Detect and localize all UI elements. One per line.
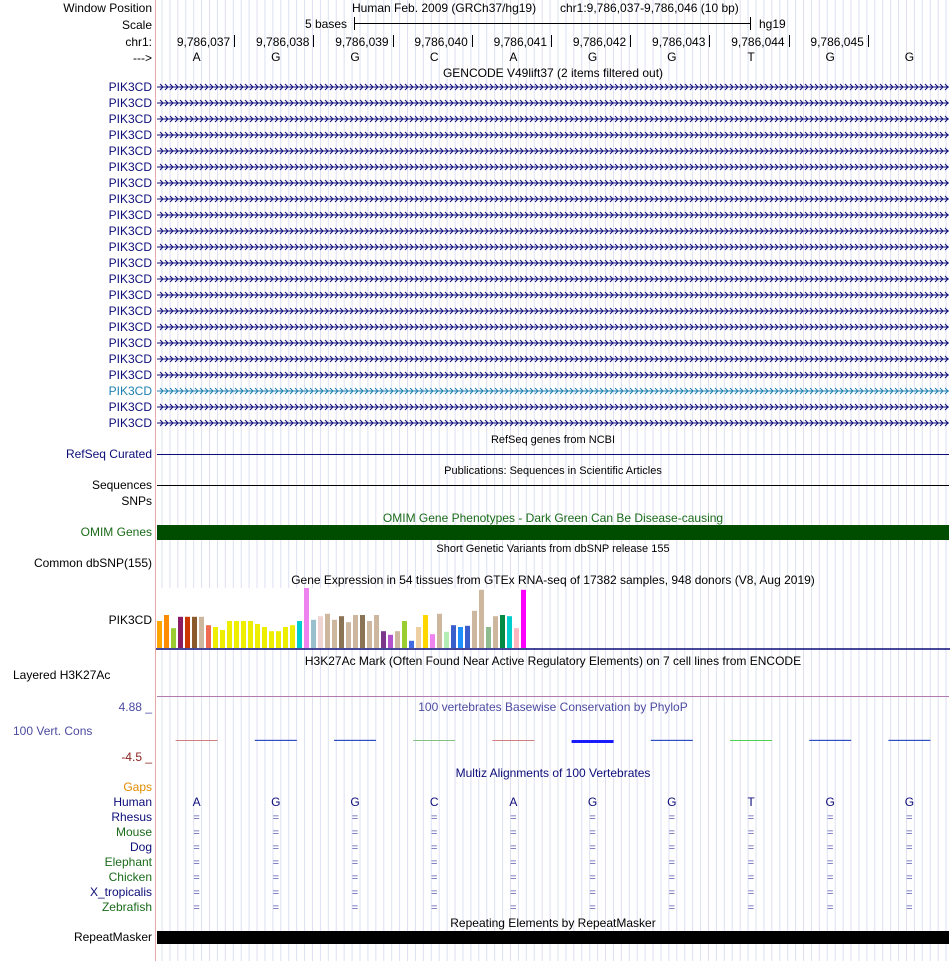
assembly-name[interactable]: Human Feb. 2009 (GRCh37/hg19)	[352, 1, 537, 15]
alignment-match: =	[668, 902, 676, 914]
species-label[interactable]: Elephant	[104, 855, 152, 869]
transcript-label[interactable]: PIK3CD	[108, 192, 152, 206]
alignment-match: =	[510, 827, 517, 839]
alignment-match: =	[272, 857, 280, 869]
gtex-tissue-bar	[430, 634, 435, 648]
alignment-match: =	[193, 872, 200, 884]
ruler-tick	[789, 35, 790, 47]
chrom-label: chr1:	[125, 35, 152, 49]
gtex-tissue-bar	[276, 631, 281, 648]
gtex-tissue-bar	[493, 616, 498, 648]
gtex-tissue-bar	[199, 617, 204, 648]
gtex-tissue-bar	[374, 615, 379, 648]
ruler-tick	[393, 35, 394, 47]
transcript-label[interactable]: PIK3CD	[108, 416, 152, 430]
gtex-tissue-bar	[227, 621, 232, 648]
transcript-track[interactable]	[157, 354, 949, 364]
ruler-tick	[313, 35, 314, 47]
publications-label[interactable]: Sequences	[91, 478, 152, 492]
repeatmasker-track-title[interactable]: Repeating Elements by RepeatMasker	[450, 916, 656, 930]
gtex-tissue-bar	[465, 626, 470, 648]
transcript-track[interactable]	[157, 258, 949, 268]
gtex-tissue-bar	[297, 621, 302, 648]
phylop-value-mark	[176, 740, 218, 741]
gtex-tissue-bar	[451, 625, 456, 648]
transcript-track[interactable]	[157, 274, 949, 284]
alignment-match: =	[430, 842, 438, 854]
gtex-tissue-bar	[458, 627, 463, 648]
transcript-track[interactable]	[157, 98, 949, 108]
alignment-match: =	[510, 902, 517, 914]
phylop-value-mark	[334, 740, 376, 741]
gtex-tissue-bar	[423, 615, 428, 648]
alignment-match: =	[747, 812, 755, 824]
transcript-label[interactable]: PIK3CD	[108, 80, 152, 94]
gtex-tissue-bar	[283, 627, 288, 648]
alignment-match: =	[826, 887, 834, 899]
ruler-tick	[551, 35, 552, 47]
gtex-tissue-bar	[206, 625, 211, 648]
transcript-label[interactable]: PIK3CD	[108, 208, 152, 222]
alignment-match: =	[906, 812, 913, 824]
alignment-match: =	[826, 872, 834, 884]
transcript-label[interactable]: PIK3CD	[108, 224, 152, 238]
repeatmasker-element-bar[interactable]	[157, 931, 949, 944]
alignment-match: =	[272, 872, 280, 884]
alignment-match: =	[668, 872, 676, 884]
base-letter: G	[825, 50, 835, 64]
transcript-track[interactable]	[157, 114, 949, 124]
alignment-match: =	[589, 842, 596, 854]
alignment-match: =	[747, 842, 755, 854]
gtex-tissue-bar	[437, 614, 442, 648]
transcript-track[interactable]	[157, 322, 949, 332]
alignment-match: =	[668, 842, 676, 854]
species-label[interactable]: Zebrafish	[101, 900, 152, 914]
transcript-label[interactable]: PIK3CD	[108, 112, 152, 126]
scale-db: hg19	[759, 17, 786, 31]
alignment-match: =	[351, 842, 359, 854]
phylop-label[interactable]: 100 Vert. Cons	[13, 724, 93, 738]
gtex-tissue-bar	[241, 621, 246, 648]
refseq-label[interactable]: RefSeq Curated	[65, 447, 152, 461]
omim-phenotype-bar[interactable]	[157, 525, 949, 540]
label-divider	[155, 0, 156, 961]
dbsnp-label[interactable]: Common dbSNP(155)	[33, 556, 152, 570]
alignment-match: =	[668, 812, 676, 824]
alignment-match: =	[747, 827, 755, 839]
transcript-track[interactable]	[157, 306, 949, 316]
gtex-tissue-bar	[402, 621, 407, 648]
transcript-track[interactable]	[157, 290, 949, 300]
transcript-track[interactable]	[157, 146, 949, 156]
gtex-tissue-bar	[346, 622, 351, 648]
omim-track-title[interactable]: OMIM Gene Phenotypes - Dark Green Can Be Disease-causing	[382, 511, 724, 525]
gtex-tissue-bar	[311, 620, 316, 648]
multiz-track-title[interactable]: Multiz Alignments of 100 Vertebrates	[455, 766, 651, 780]
alignment-match: =	[351, 827, 359, 839]
transcript-track[interactable]	[157, 162, 949, 172]
gtex-tissue-bar	[486, 627, 491, 648]
transcript-label[interactable]: PIK3CD	[108, 288, 152, 302]
alignment-match: =	[668, 887, 676, 899]
gtex-label[interactable]: PIK3CD	[108, 613, 152, 627]
gtex-tissue-bar	[339, 616, 344, 648]
base-letter: G	[904, 50, 915, 64]
gtex-tissue-bar	[325, 614, 330, 648]
alignment-match: =	[589, 857, 596, 869]
alignment-match: =	[826, 842, 834, 854]
transcript-label[interactable]: PIK3CD	[108, 304, 152, 318]
alignment-base: G	[350, 795, 360, 809]
alignment-base: A	[192, 795, 201, 809]
transcript-label[interactable]: PIK3CD	[108, 400, 152, 414]
alignment-base: G	[587, 795, 598, 809]
phylop-conservation-graph[interactable]	[156, 730, 950, 754]
gtex-tissue-bar	[353, 615, 358, 648]
base-letter: T	[747, 50, 755, 64]
gtex-track-title[interactable]: Gene Expression in 54 tissues from GTEx RNA-seq of 17382 samples, 948 donors (V8, Aug 2019)	[291, 573, 815, 587]
phylop-value-mark	[255, 740, 297, 741]
alignment-base: C	[429, 795, 439, 809]
transcript-label[interactable]: PIK3CD	[108, 336, 152, 350]
position-readout[interactable]: chr1:9,786,037-9,786,046 (10 bp)	[560, 1, 739, 15]
alignment-match: =	[668, 827, 676, 839]
publications-line[interactable]	[157, 485, 949, 486]
alignment-match: =	[272, 887, 280, 899]
omim-label[interactable]: OMIM Genes	[80, 525, 152, 539]
ruler-position: 9,786,043	[652, 35, 706, 49]
transcript-track[interactable]	[157, 226, 949, 236]
ruler-tick	[709, 35, 710, 47]
gtex-tissue-bar	[213, 627, 218, 648]
gtex-tissue-bar	[360, 615, 365, 648]
transcript-track[interactable]	[157, 402, 949, 412]
transcript-track[interactable]	[157, 242, 949, 252]
alignment-match: =	[510, 872, 517, 884]
transcript-track[interactable]	[157, 386, 949, 396]
transcript-track[interactable]	[157, 338, 949, 348]
ruler-position: 9,786,041	[493, 35, 547, 49]
repeatmasker-label[interactable]: RepeatMasker	[73, 930, 152, 944]
alignment-match: =	[589, 812, 596, 824]
alignment-match: =	[906, 827, 913, 839]
alignment-match: =	[826, 857, 834, 869]
gtex-tissue-bar	[220, 630, 225, 648]
gtex-tissue-bar	[409, 641, 414, 648]
alignment-match: =	[430, 857, 438, 869]
ruler-position: 9,786,038	[256, 35, 310, 49]
ruler-position: 9,786,044	[731, 35, 785, 49]
alignment-match: =	[272, 902, 280, 914]
gtex-tissue-bar	[367, 621, 372, 648]
phylop-value-mark	[809, 740, 851, 741]
alignment-match: =	[193, 887, 200, 899]
alignment-match: =	[510, 842, 517, 854]
base-letter: G	[271, 50, 281, 64]
phylop-value-mark	[492, 740, 534, 741]
alignment-match: =	[351, 812, 359, 824]
transcript-track[interactable]	[157, 178, 949, 188]
base-letter: A	[509, 50, 518, 64]
ruler-position: 9,786,040	[414, 35, 468, 49]
gtex-tissue-bar	[514, 628, 519, 648]
transcript-track[interactable]	[157, 370, 949, 380]
snps-label[interactable]: SNPs	[121, 494, 152, 508]
alignment-match: =	[193, 857, 200, 869]
gtex-tissue-bar	[234, 621, 239, 648]
alignment-match: =	[193, 902, 200, 914]
gtex-tissue-bar	[416, 627, 421, 648]
dbsnp-track-title[interactable]: Short Genetic Variants from dbSNP release 155	[436, 543, 670, 555]
base-letter: G	[350, 50, 360, 64]
phylop-track-title[interactable]: 100 vertebrates Basewise Conservation by PhyloP	[418, 700, 688, 714]
gtex-tissue-bar	[472, 611, 477, 648]
h3k27ac-signal-line[interactable]	[157, 696, 949, 697]
transcript-track[interactable]	[157, 210, 949, 220]
transcript-track[interactable]	[157, 130, 949, 140]
alignment-match: =	[589, 872, 596, 884]
gtex-tissue-bar	[521, 590, 526, 648]
alignment-match: =	[906, 857, 913, 869]
alignment-match: =	[510, 812, 517, 824]
gencode-track-title[interactable]: GENCODE V49lift37 (2 items filtered out)	[442, 66, 664, 80]
alignment-match: =	[272, 827, 280, 839]
ruler-position: 9,786,039	[335, 35, 389, 49]
phylop-value-mark	[651, 740, 693, 741]
alignment-match: =	[430, 812, 438, 824]
species-label[interactable]: X_tropicalis	[89, 885, 152, 899]
transcript-label[interactable]: PIK3CD	[108, 96, 152, 110]
species-label[interactable]: Rhesus	[111, 810, 152, 824]
alignment-match: =	[351, 887, 359, 899]
transcript-track[interactable]	[157, 82, 949, 92]
alignment-match: =	[747, 857, 755, 869]
transcript-label[interactable]: PIK3CD	[108, 352, 152, 366]
alignment-base: G	[825, 795, 835, 809]
alignment-match: =	[430, 827, 438, 839]
gtex-tissue-bar	[507, 616, 512, 648]
alignment-match: =	[747, 872, 755, 884]
ruler-tick	[868, 35, 869, 47]
phylop-value-mark	[888, 740, 930, 741]
transcript-label[interactable]: PIK3CD	[108, 160, 152, 174]
alignment-match: =	[272, 842, 280, 854]
gtex-tissue-bar	[157, 621, 162, 648]
phylop-max-label: 4.88 _	[118, 700, 152, 714]
phylop-min-label: -4.5 _	[121, 750, 152, 764]
gtex-tissue-bar	[262, 627, 267, 648]
base-letter: G	[667, 50, 677, 64]
alignment-match: =	[510, 887, 517, 899]
base-letter: C	[429, 50, 439, 64]
alignment-match: =	[193, 842, 200, 854]
ruler-position: 9,786,037	[176, 35, 231, 49]
transcript-label[interactable]: PIK3CD	[108, 144, 152, 158]
transcript-track[interactable]	[157, 194, 949, 204]
alignment-match: =	[430, 887, 438, 899]
alignment-match: =	[826, 827, 834, 839]
species-label[interactable]: Dog	[129, 840, 152, 854]
scale-label: Scale	[121, 18, 152, 32]
transcript-label[interactable]: PIK3CD	[108, 176, 152, 190]
alignment-match: =	[272, 812, 280, 824]
gtex-tissue-bar	[304, 588, 309, 648]
alignment-match: =	[826, 902, 834, 914]
alignment-match: =	[351, 902, 359, 914]
gtex-tissue-bar	[269, 631, 274, 648]
ruler-tick	[234, 35, 235, 47]
gtex-tissue-bar	[318, 616, 323, 648]
alignment-match: =	[510, 857, 517, 869]
alignment-base: G	[271, 795, 281, 809]
gtex-tissue-bar	[248, 621, 253, 648]
gtex-tissue-bar	[178, 617, 183, 648]
alignment-match: =	[589, 887, 596, 899]
gtex-tissue-bar	[500, 615, 505, 648]
alignment-match: =	[193, 812, 200, 824]
alignment-match: =	[351, 857, 359, 869]
gtex-tissue-bar	[192, 617, 197, 648]
transcript-label[interactable]: PIK3CD	[108, 320, 152, 334]
transcript-label[interactable]: PIK3CD	[108, 368, 152, 382]
base-letter: A	[192, 50, 201, 64]
species-label[interactable]: Chicken	[108, 870, 152, 884]
gaps-label[interactable]: Gaps	[123, 780, 152, 794]
alignment-match: =	[906, 887, 913, 899]
gtex-tissue-bar	[395, 631, 400, 648]
ruler-tick	[630, 35, 631, 47]
scale-text: 5 bases	[305, 17, 348, 31]
transcript-track[interactable]	[157, 418, 949, 428]
gtex-tissue-bar	[164, 615, 169, 648]
alignment-match: =	[906, 872, 913, 884]
refseq-gene-line[interactable]	[157, 454, 949, 455]
transcript-label[interactable]: PIK3CD	[108, 240, 152, 254]
alignment-match: =	[430, 902, 438, 914]
strand-label: --->	[133, 51, 152, 65]
alignment-base: G	[667, 795, 677, 809]
transcript-label[interactable]: PIK3CD	[108, 272, 152, 286]
phylop-value-mark	[413, 740, 455, 741]
ruler-tick	[472, 35, 473, 47]
scale-bar	[354, 17, 751, 31]
refseq-track-title[interactable]: RefSeq genes from NCBI	[490, 434, 616, 446]
gtex-tissue-bar	[255, 624, 260, 648]
alignment-match: =	[589, 827, 596, 839]
publications-track-title[interactable]: Publications: Sequences in Scientific Articles	[444, 465, 662, 477]
alignment-match: =	[430, 872, 438, 884]
alignment-match: =	[906, 902, 913, 914]
transcript-label[interactable]: PIK3CD	[108, 384, 152, 398]
alignment-match: =	[589, 902, 596, 914]
alignment-base: G	[904, 795, 915, 809]
alignment-match: =	[193, 827, 200, 839]
h3k27ac-label[interactable]: Layered H3K27Ac	[13, 668, 111, 682]
h3k27ac-track-title[interactable]: H3K27Ac Mark (Often Found Near Active Regulatory Elements) on 7 cell lines from ENCODE	[304, 654, 802, 668]
gtex-tissue-bar	[444, 632, 449, 648]
gtex-tissue-bar	[332, 620, 337, 648]
species-label[interactable]: Mouse	[115, 825, 152, 839]
gtex-tissue-bar	[185, 617, 190, 648]
phylop-value-mark	[572, 740, 614, 743]
alignment-match: =	[826, 812, 834, 824]
window-position-label: Window Position	[63, 1, 152, 15]
alignment-match: =	[906, 842, 913, 854]
gtex-tissue-bar	[479, 590, 484, 648]
phylop-value-mark	[730, 740, 772, 741]
ruler-position: 9,786,042	[572, 35, 627, 49]
species-label[interactable]: Human	[113, 795, 152, 809]
gtex-expression-chart[interactable]	[156, 588, 950, 652]
gtex-tissue-bar	[381, 631, 386, 648]
ruler-position: 9,786,045	[810, 35, 864, 49]
gtex-tissue-bar	[171, 628, 176, 648]
base-letter: G	[587, 50, 598, 64]
alignment-base: T	[747, 795, 755, 809]
transcript-label[interactable]: PIK3CD	[108, 128, 152, 142]
alignment-match: =	[351, 872, 359, 884]
gtex-tissue-bar	[290, 625, 295, 648]
alignment-base: A	[509, 795, 518, 809]
alignment-match: =	[747, 902, 755, 914]
gtex-tissue-bar	[388, 635, 393, 648]
alignment-match: =	[747, 887, 755, 899]
alignment-match: =	[668, 857, 676, 869]
transcript-label[interactable]: PIK3CD	[108, 256, 152, 270]
